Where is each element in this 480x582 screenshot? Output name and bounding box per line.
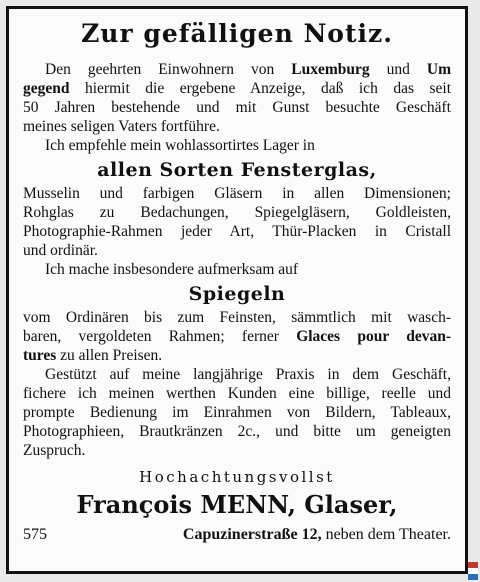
para4-line-3: prompte Bedienung im Einrahmen von Bildern, Tableaux, — [23, 404, 451, 421]
para2-intro: Ich empfehle mein wohlassortirtes Lager in — [45, 137, 315, 154]
para1-line-1 — [23, 60, 451, 79]
para1-line-4: meines seligen Vaters fortführe. — [23, 118, 220, 135]
text-emphasis: Glaces pour devan- — [296, 328, 451, 345]
mirrors-line-3 — [23, 346, 451, 365]
text: hiermit die ergebene Anzeige, daß ich das seit — [69, 80, 451, 97]
para1-line-2 — [23, 79, 451, 98]
text-emphasis: tures — [23, 347, 57, 364]
place-name: gegend — [23, 80, 70, 97]
flag-stripe-blue — [468, 574, 478, 580]
flag-mark — [468, 562, 478, 580]
closing-salutation: Hochachtungsvollst — [139, 468, 335, 486]
list-line-1: Musselin und farbigen Gläsern in allen Dimensionen; — [23, 185, 451, 202]
address — [183, 526, 451, 544]
para1-line-3: 50 Jahren bestehende und mit Gunst besuchte Geschäft — [23, 99, 451, 116]
list-line-4: und ordinär. — [23, 242, 98, 259]
place-name: Um — [426, 61, 451, 78]
para3-intro: Ich mache insbesondere aufmerksam auf — [45, 261, 299, 278]
text: und — [369, 61, 427, 78]
list-line-3: Photographie-Rahmen jeder Art, Thür-Placken in Cristall — [23, 223, 451, 240]
street-address: Capuzinerstraße 12, — [182, 526, 322, 543]
footer — [23, 526, 451, 544]
mirrors-line-1: vom Ordinären bis zum Feinsten, sämmtlich mit wasch- — [23, 309, 451, 326]
place-name: Luxemburg — [291, 61, 370, 78]
list-line-2: Rohglas zu Bedachungen, Spiegelgläsern, Goldleisten, — [23, 204, 451, 221]
text: baren, vergoldeten Rahmen; ferner — [23, 328, 297, 345]
mirrors-line-2 — [23, 327, 451, 346]
heading-window-glass: allen Sorten Fensterglas, — [97, 159, 377, 181]
para4-line-2: fichere ich meinen werthen Kunden eine billige, reelle und — [23, 385, 451, 402]
text: Den geehrten Einwohnern von — [45, 61, 292, 78]
para4-line-4: Photographieen, Brautkränzen 2c., und bitte um geneigten — [23, 423, 451, 440]
ad-number: 575 — [23, 526, 47, 543]
advertisement — [6, 6, 468, 574]
para4-line-5: Zuspruch. — [23, 442, 86, 459]
para4-line-1: Gestützt auf meine langjährige Praxis in dem Geschäft, — [45, 366, 451, 383]
ad-title: Zur gefälligen Notiz. — [81, 19, 393, 48]
location-note: neben dem Theater. — [321, 526, 451, 543]
signature: François MENN, Glaser, — [76, 490, 398, 519]
heading-mirrors: Spiegeln — [188, 283, 286, 305]
text: zu allen Preisen. — [56, 347, 163, 364]
